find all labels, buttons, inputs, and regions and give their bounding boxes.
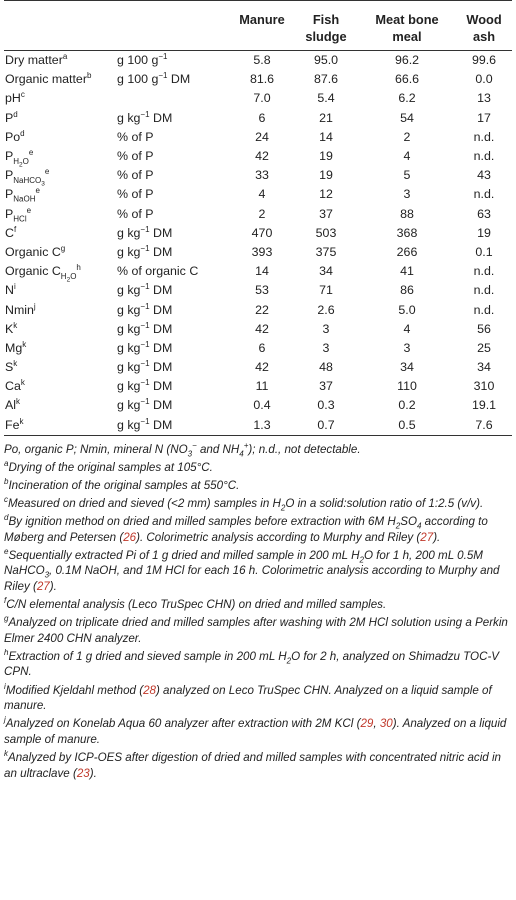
table-row bbox=[4, 185, 512, 204]
manure-value-cell: 22 bbox=[255, 302, 269, 317]
footnote-f: $^f$C/N elemental analysis (Leco TruSpec CHN) on dried and milled samples. bbox=[4, 596, 387, 612]
wood-ash-value-cell: 19.1 bbox=[471, 398, 497, 413]
table-row bbox=[4, 377, 512, 396]
meat-bone-meal-value-cell: 4 bbox=[403, 149, 411, 164]
table-row bbox=[4, 51, 512, 71]
manure-value-cell: 24 bbox=[255, 129, 269, 144]
meat-bone-meal-value-cell: 54 bbox=[400, 110, 414, 125]
parameter-cell: Organic matter$^b$ bbox=[5, 71, 92, 87]
wood-ash-value-cell: 0.0 bbox=[475, 72, 493, 87]
manure-value-cell: 6 bbox=[258, 110, 266, 125]
wood-ash-value-cell: 19 bbox=[477, 225, 491, 240]
fish-sludge-value-cell: 19 bbox=[319, 149, 333, 164]
reference-link[interactable]: 29 bbox=[360, 717, 374, 731]
unit-cell: g $kg^{-1}$ DM bbox=[117, 243, 173, 259]
footnote-k: $^k$Analyzed by ICP-OES after digestion of dried and milled samples with concentrated nitric acid in an ultraclave (23). bbox=[4, 749, 501, 780]
parameter-cell: Fe$^k$ bbox=[5, 416, 24, 432]
fish-sludge-value-cell: 375 bbox=[315, 244, 337, 259]
header-wood-ash-line2: ash bbox=[472, 29, 496, 44]
fish-sludge-value-cell: 19 bbox=[319, 168, 333, 183]
unit-cell: g $kg^{-1}$ DM bbox=[117, 224, 173, 240]
table-row bbox=[4, 70, 512, 89]
header-fish-sludge bbox=[294, 1, 358, 51]
unit-cell: g $kg^{-1}$ DM bbox=[117, 378, 173, 394]
header-wood-ash bbox=[456, 1, 512, 51]
parameter-cell: $P^d$ bbox=[5, 109, 18, 125]
parameter-cell: $C^f$ bbox=[5, 224, 17, 240]
manure-value-cell: 42 bbox=[255, 360, 269, 375]
manure-value-cell: 2 bbox=[258, 206, 266, 221]
footnote-a: $^a$Drying of the original samples at 105°C. bbox=[4, 458, 213, 474]
wood-ash-value-cell: n.d. bbox=[473, 129, 495, 144]
wood-ash-value-cell: 63 bbox=[477, 206, 491, 221]
unit-cell: g $kg^{-1}$ DM bbox=[117, 416, 173, 432]
meat-bone-meal-value-cell: 110 bbox=[397, 379, 417, 394]
header-meat-bone-meal bbox=[358, 1, 456, 51]
header-fish-sludge-line2: sludge bbox=[305, 29, 347, 44]
parameter-cell: $S^k$ bbox=[5, 358, 18, 375]
parameter-cell: $K^k$ bbox=[5, 320, 18, 336]
parameter-cell: $P_{HCl}^e$ bbox=[5, 205, 32, 224]
parameter-cell: Organic $C^g$ bbox=[5, 243, 66, 259]
table-row bbox=[4, 243, 512, 262]
unit-cell: % of P bbox=[117, 129, 154, 144]
unit-cell: g $kg^{-1}$ DM bbox=[117, 358, 173, 375]
unit-cell: g 100 $g^{-1}$ bbox=[117, 51, 168, 68]
wood-ash-value-cell: n.d. bbox=[473, 283, 495, 298]
meat-bone-meal-value-cell: 96.2 bbox=[394, 53, 420, 68]
wood-ash-value-cell: 99.6 bbox=[471, 53, 497, 68]
table-footnotes bbox=[4, 442, 512, 781]
footnote-e: $^e$Sequentially extracted Pi of 1 g dried and milled sample in 200 mL $H_2O$ for 1 h, 200 mL 0.5M NaHCO$_3$, 0.1M NaOH, and 1M HCl for each 16 h. Colorimetric analysis according to Murphy and Riley (27). bbox=[4, 546, 500, 593]
header-fish-sludge-line1: Fish bbox=[312, 12, 340, 27]
header-unit bbox=[117, 1, 230, 51]
reference-link[interactable]: 27 bbox=[36, 580, 50, 593]
unit-cell: g $kg^{-1}$ DM bbox=[117, 301, 173, 317]
table-row bbox=[4, 262, 512, 281]
meat-bone-meal-value-cell: 368 bbox=[396, 225, 418, 240]
table-row bbox=[4, 205, 512, 224]
header-manure bbox=[230, 1, 294, 51]
table-row bbox=[4, 128, 512, 147]
meat-bone-meal-value-cell: 0.5 bbox=[398, 417, 416, 432]
fish-sludge-value-cell: 37 bbox=[319, 206, 333, 221]
meat-bone-meal-value-cell: 86 bbox=[400, 283, 414, 298]
table-row bbox=[4, 339, 512, 358]
meat-bone-meal-value-cell: 41 bbox=[400, 264, 414, 279]
fish-sludge-value-cell: 0.3 bbox=[317, 398, 335, 413]
table-row bbox=[4, 320, 512, 339]
footnote-g: $^g$Analyzed on triplicate dried and milled samples after washing with 2M HCl solution using a Perkin Elmer 2400 CHN analyzer. bbox=[4, 614, 508, 645]
header-wood-ash-line1: Wood bbox=[466, 12, 502, 27]
wood-ash-value-cell: n.d. bbox=[473, 149, 495, 164]
header-meat-bone-meal-line1: Meat bone bbox=[375, 12, 439, 27]
fish-sludge-value-cell: 3 bbox=[322, 321, 330, 336]
wood-ash-value-cell: n.d. bbox=[473, 302, 495, 317]
table-row bbox=[4, 281, 512, 300]
meat-bone-meal-value-cell: 34 bbox=[400, 360, 414, 375]
table-row bbox=[4, 300, 512, 319]
parameter-cell: $P_{H_2O}^e$ bbox=[5, 147, 34, 169]
table-row bbox=[4, 416, 512, 436]
manure-value-cell: 42 bbox=[255, 321, 269, 336]
header-parameter bbox=[4, 1, 117, 51]
manure-value-cell: 470 bbox=[251, 225, 273, 240]
manure-value-cell: 6 bbox=[258, 340, 266, 355]
manure-value-cell: 14 bbox=[255, 264, 269, 279]
meat-bone-meal-value-cell: 5 bbox=[403, 168, 411, 183]
fish-sludge-value-cell: 37 bbox=[319, 379, 333, 394]
fish-sludge-value-cell: 21 bbox=[319, 110, 333, 125]
footnote-d: $^d$By ignition method on dried and milled samples before extraction with 6M $H_2SO_4$ according to Møberg and Petersen (26). Colorimetric analysis according to Murphy and Riley (27). bbox=[4, 513, 488, 544]
wood-ash-value-cell: 7.6 bbox=[475, 417, 493, 432]
manure-value-cell: 11 bbox=[255, 379, 269, 394]
unit-cell: g $kg^{-1}$ DM bbox=[117, 109, 173, 125]
fish-sludge-value-cell: 2.6 bbox=[317, 302, 335, 317]
manure-value-cell: 7.0 bbox=[253, 91, 271, 106]
manure-value-cell: 0.4 bbox=[253, 398, 271, 413]
wood-ash-value-cell: 17 bbox=[477, 110, 491, 125]
parameter-cell: Al$^k$ bbox=[5, 397, 21, 413]
table-body bbox=[4, 51, 512, 436]
fish-sludge-value-cell: 95.0 bbox=[313, 53, 339, 68]
header-meat-bone-meal-line2: meal bbox=[392, 29, 422, 44]
wood-ash-value-cell: 25 bbox=[477, 340, 491, 355]
fish-sludge-value-cell: 12 bbox=[319, 187, 333, 202]
parameter-cell: Mg$^k$ bbox=[5, 339, 27, 355]
unit-cell: % of organic C bbox=[117, 264, 199, 279]
table-row bbox=[4, 224, 512, 243]
meat-bone-meal-value-cell: 266 bbox=[396, 244, 418, 259]
wood-ash-value-cell: 56 bbox=[477, 321, 491, 336]
fish-sludge-value-cell: 3 bbox=[322, 340, 330, 355]
fish-sludge-value-cell: 14 bbox=[319, 129, 333, 144]
unit-cell: g $kg^{-1}$ DM bbox=[117, 397, 173, 413]
parameter-cell: Organic $C_{H_2O}^h$ bbox=[5, 263, 81, 284]
parameter-cell: $P_{NaOH}^e$ bbox=[5, 186, 40, 204]
meat-bone-meal-value-cell: 3 bbox=[403, 187, 411, 202]
meat-bone-meal-value-cell: 2 bbox=[403, 129, 411, 144]
manure-value-cell: 393 bbox=[251, 244, 273, 259]
unit-cell: % of P bbox=[117, 149, 154, 164]
meat-bone-meal-value-cell: 5.0 bbox=[398, 302, 416, 317]
footnote-b: $^b$Incineration of the original samples at 550°C. bbox=[4, 477, 240, 492]
wood-ash-value-cell: 43 bbox=[477, 168, 491, 183]
parameter-cell: Nmin$^j$ bbox=[5, 301, 36, 317]
parameter-cell: $pH^c$ bbox=[5, 90, 25, 106]
fish-sludge-value-cell: 34 bbox=[319, 264, 333, 279]
meat-bone-meal-value-cell: 88 bbox=[400, 206, 414, 221]
table-row bbox=[4, 147, 512, 166]
manure-value-cell: 53 bbox=[255, 283, 269, 298]
fish-sludge-value-cell: 0.7 bbox=[317, 417, 335, 432]
unit-cell: g $kg^{-1}$ DM bbox=[117, 339, 173, 355]
parameter-cell: $P_{NaHCO_3}^e$ bbox=[5, 167, 50, 188]
wood-ash-value-cell: 34 bbox=[477, 360, 491, 375]
header-manure-label: Manure bbox=[239, 12, 285, 27]
manure-value-cell: 4 bbox=[258, 187, 266, 202]
data-table bbox=[4, 0, 512, 436]
manure-value-cell: 5.8 bbox=[253, 53, 271, 68]
manure-value-cell: 81.6 bbox=[249, 72, 275, 87]
manure-value-cell: 1.3 bbox=[253, 417, 271, 432]
table-row bbox=[4, 358, 512, 377]
wood-ash-value-cell: n.d. bbox=[473, 264, 495, 279]
meat-bone-meal-value-cell: 4 bbox=[403, 321, 411, 336]
reference-link[interactable]: 28 bbox=[143, 683, 156, 697]
parameter-cell: Po$^d$ bbox=[5, 128, 25, 144]
meat-bone-meal-value-cell: 3 bbox=[403, 340, 411, 355]
footnote-h: $^h$Extraction of 1 g dried and sieved sample in 200 mL $H_2O$ for 2 h, analyzed on Shimadzu TOC-V CPN. bbox=[4, 648, 500, 679]
meat-bone-meal-value-cell: 6.2 bbox=[398, 91, 416, 106]
fish-sludge-value-cell: 87.6 bbox=[313, 72, 339, 87]
parameter-cell: Dry matter$^a$ bbox=[5, 51, 68, 68]
table-row bbox=[4, 109, 512, 128]
fish-sludge-value-cell: 48 bbox=[319, 360, 333, 375]
manure-value-cell: 33 bbox=[255, 168, 269, 183]
meat-bone-meal-value-cell: 66.6 bbox=[394, 72, 420, 87]
table-row bbox=[4, 166, 512, 185]
fish-sludge-value-cell: 5.4 bbox=[317, 91, 335, 106]
parameter-cell: Ca$^k$ bbox=[5, 378, 25, 394]
wood-ash-value-cell: 310 bbox=[473, 379, 495, 394]
wood-ash-value-cell: n.d. bbox=[473, 187, 495, 202]
unit-cell: g 100 $g^{-1}$ DM bbox=[117, 71, 191, 87]
wood-ash-value-cell: 0.1 bbox=[475, 244, 493, 259]
abbreviation-note: Po, organic P; Nmin, mineral N ($NO_3^-$ and $NH_4^+$); n.d., not detectable. bbox=[4, 440, 361, 459]
table-row bbox=[4, 89, 512, 108]
fish-sludge-value-cell: 503 bbox=[315, 225, 337, 240]
unit-cell: % of P bbox=[117, 168, 154, 183]
unit-cell: g $kg^{-1}$ DM bbox=[117, 282, 173, 298]
footnote-j: $^j$Analyzed on Konelab Aqua 60 analyzer after extraction with 2M KCl (29, 30). Analyzed on a liquid sample of manure. bbox=[4, 715, 507, 746]
reference-link[interactable]: 26 bbox=[123, 530, 137, 544]
unit-cell: % of P bbox=[117, 206, 154, 221]
footnote-i: $^i$Modified Kjeldahl method (28) analyzed on Leco TruSpec CHN. Analyzed on a liquid sample of manure. bbox=[4, 681, 492, 713]
reference-link[interactable]: 27 bbox=[420, 530, 434, 544]
wood-ash-value-cell: 13 bbox=[477, 91, 491, 106]
manure-value-cell: 42 bbox=[255, 149, 269, 164]
meat-bone-meal-value-cell: 0.2 bbox=[398, 398, 416, 413]
reference-link[interactable]: 23 bbox=[76, 766, 90, 780]
reference-link[interactable]: 30 bbox=[379, 717, 393, 731]
fish-sludge-value-cell: 71 bbox=[319, 283, 333, 298]
unit-cell: g $kg^{-1}$ DM bbox=[117, 320, 173, 336]
unit-cell: % of P bbox=[117, 187, 154, 202]
footnote-c: $^c$Measured on dried and sieved (<2 mm) samples in $H_2O$ in a solid:solution ratio of 1:2.5 (v/v). bbox=[4, 495, 484, 513]
table-header bbox=[4, 1, 512, 51]
table-row bbox=[4, 396, 512, 415]
parameter-cell: $N^i$ bbox=[5, 282, 16, 298]
unit-cell bbox=[117, 89, 230, 108]
